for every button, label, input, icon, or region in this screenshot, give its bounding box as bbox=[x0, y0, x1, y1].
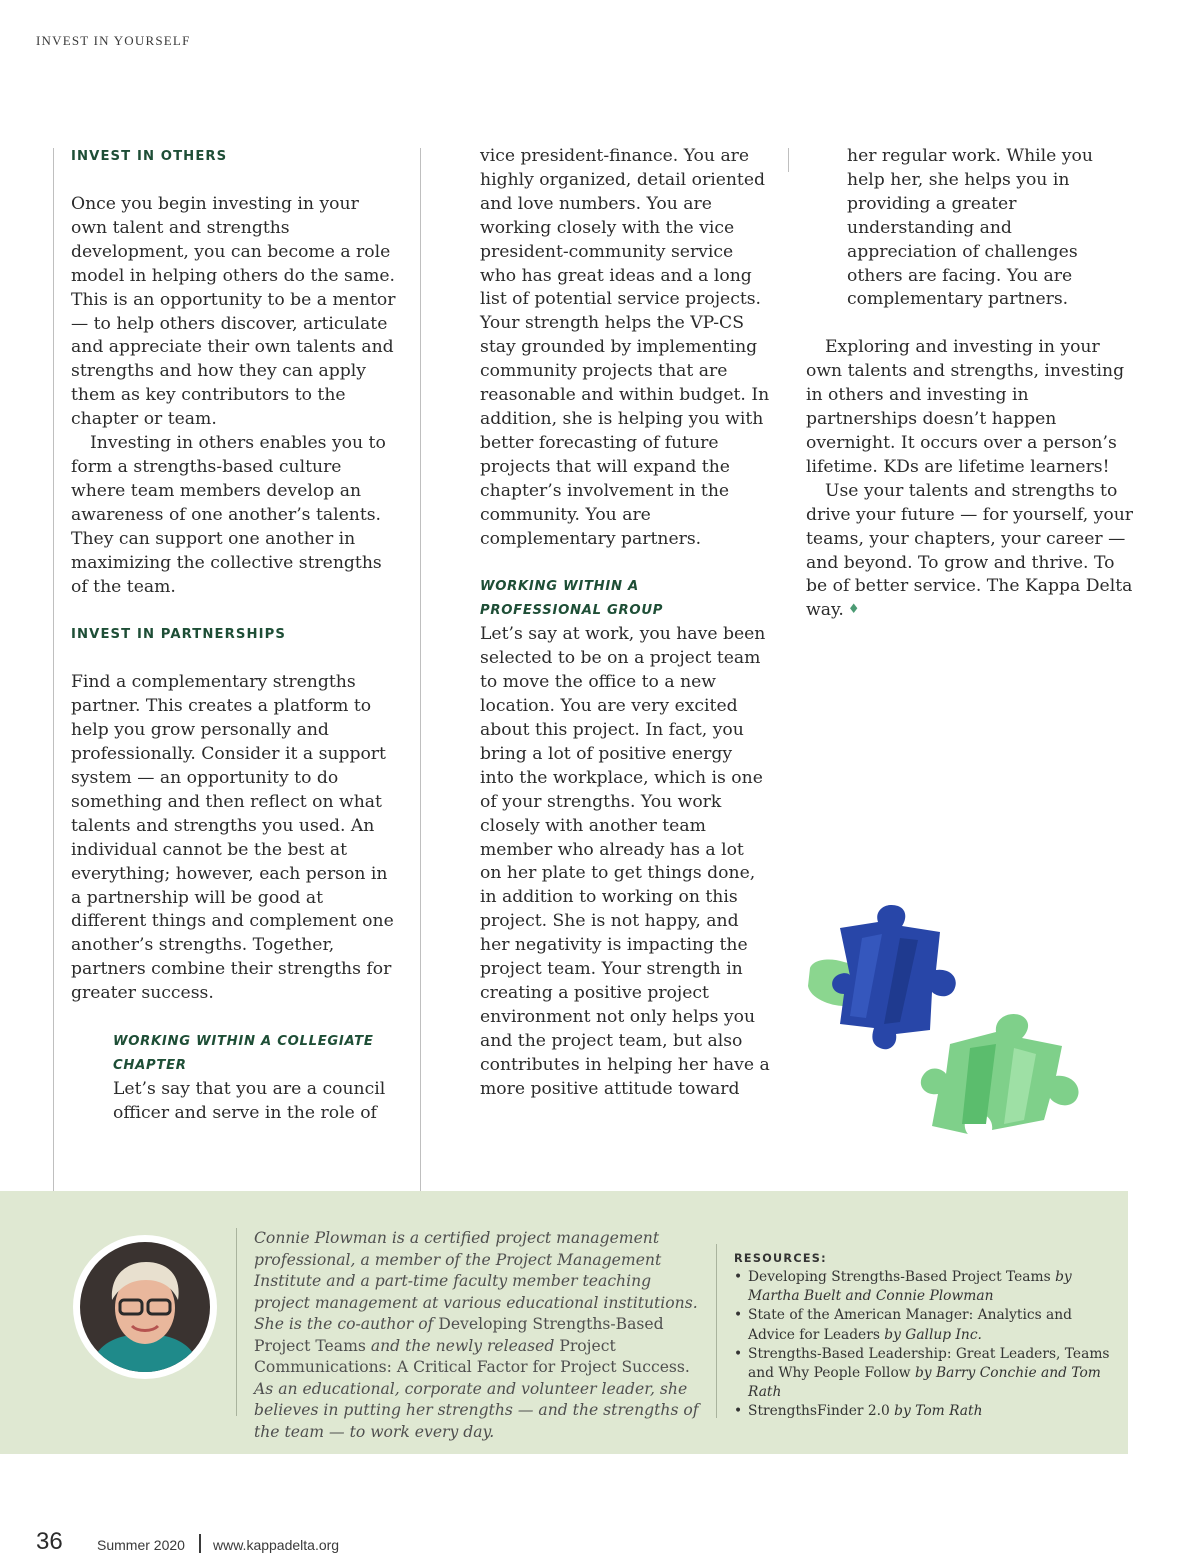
bio-divider-left bbox=[236, 1228, 237, 1416]
footer-separator bbox=[199, 1534, 201, 1553]
paragraph: Let’s say at work, you have been selected to be on a project team to move the office to a new location. You are very excited about this project. In fact, you bring a lot of positive energy into the workplace, which is one of your strengths. You work closely with another team member who already has a lot on her plate to get things done, in addition to working on this project. She is not happy, and her negativity is impacting the project team. Your strength in creating a positive project environment not only helps you and the project team, but also contributes in helping her have a more positive attitude toward bbox=[480, 624, 770, 1099]
column-rule-2 bbox=[420, 148, 421, 1191]
paragraph: Let’s say that you are a council officer and serve in the role of bbox=[113, 1079, 386, 1123]
page-number: 36 bbox=[36, 1528, 63, 1555]
end-mark-diamond-icon: ♦ bbox=[847, 602, 860, 618]
resource-item: • State of the American Manager: Analytics and Advice for Leaders by Gallup Inc. bbox=[734, 1306, 1114, 1344]
heading-invest-in-partnerships: INVEST IN PARTNERSHIPS bbox=[71, 627, 286, 643]
resources-heading: RESOURCES: bbox=[734, 1252, 827, 1265]
running-head: INVEST IN YOURSELF bbox=[36, 33, 191, 48]
paragraph: Investing in others enables you to form a strengths-based culture where team members develop an awareness of one another’s talents. They can support one another in maximizing the collective strengths of the team. bbox=[71, 433, 386, 597]
paragraph: Use your talents and strengths to drive your future — for yourself, your teams, your chapters, your career — and beyond. To grow and thrive. To be of better service. The Kappa Delta way. ♦ bbox=[806, 480, 1134, 621]
paragraph: her regular work. While you help her, she helps you in providing a greater understanding and appreciation of challenges others are facing. You are complementary partners. bbox=[847, 146, 1093, 310]
article-column-2 bbox=[480, 145, 770, 1102]
heading-invest-in-others: INVEST IN OTHERS bbox=[71, 149, 228, 164]
resource-item: • Strengths-Based Leadership: Great Leaders, Teams and Why People Follow by Barry Conchie and Tom Rath bbox=[734, 1345, 1114, 1403]
resource-item: • Developing Strengths-Based Project Teams by Martha Buelt and Connie Plowman bbox=[734, 1268, 1114, 1306]
paragraph: vice president-finance. You are highly organized, detail oriented and love numbers. You are working closely with the vice president-community service who has great ideas and a long list of potential service projects. Your strength helps the VP-CS stay grounded by implementing community projects that are reasonable and within budget. In addition, she is helping you with better forecasting of future projects that will expand the chapter’s involvement in the community. You are complementary partners. bbox=[480, 146, 770, 549]
column-rule-3 bbox=[788, 148, 789, 172]
resource-item: • StrengthsFinder 2.0 by Tom Rath bbox=[734, 1402, 1114, 1421]
column-rule-1 bbox=[53, 148, 54, 1191]
subhead-collegiate-chapter: WORKING WITHIN A COLLEGIATE CHAPTER bbox=[113, 1034, 374, 1074]
author-bio-text: Connie Plowman is a certified project management professional, a member of the Project Management Institute and a part-time faculty member teaching project management at various educational institutions. She is the co-author of Developing Strengths-Based Project Teams and the newly released Project Communications: A Critical Factor for Project Success. As an educational, corporate and volunteer leader, she believes in putting her strengths — and the strengths of the team — to work every day. bbox=[254, 1229, 699, 1441]
article-column-1 bbox=[71, 145, 399, 1126]
paragraph: Exploring and investing in your own talents and strengths, investing in others and investing in partnerships doesn’t happen overnight. It occurs over a person’s lifetime. KDs are lifetime learners! bbox=[806, 337, 1125, 477]
website-link[interactable]: www.kappadelta.org bbox=[213, 1537, 340, 1553]
paragraph: Once you begin investing in your own talent and strengths development, you can become a role model in helping others do the same. This is an opportunity to be a mentor — to help others discover, articulate and appreciate their own talents and strengths and how they can apply them as key contributors to the chapter or team. bbox=[71, 194, 396, 430]
puzzle-pieces-illustration bbox=[800, 898, 1130, 1138]
green-puzzle-piece-front bbox=[921, 1014, 1079, 1134]
bio-divider-right bbox=[716, 1244, 717, 1418]
subhead-professional-group: WORKING WITHIN A PROFESSIONAL GROUP bbox=[480, 579, 664, 619]
article-column-3 bbox=[806, 145, 1136, 624]
author-avatar bbox=[73, 1235, 217, 1379]
issue-label: Summer 2020 bbox=[97, 1537, 185, 1553]
paragraph: Find a complementary strengths partner. This creates a platform to help you grow personally and professionally. Consider it a support system — an opportunity to do something and then reflect on what talents and strengths you used. An individual cannot be the best at everything; however, each person in a partnership will be good at different things and complement one another’s strengths. Together, partners combine their strengths for greater success. bbox=[71, 672, 394, 1004]
resources-list bbox=[734, 1250, 1114, 1422]
